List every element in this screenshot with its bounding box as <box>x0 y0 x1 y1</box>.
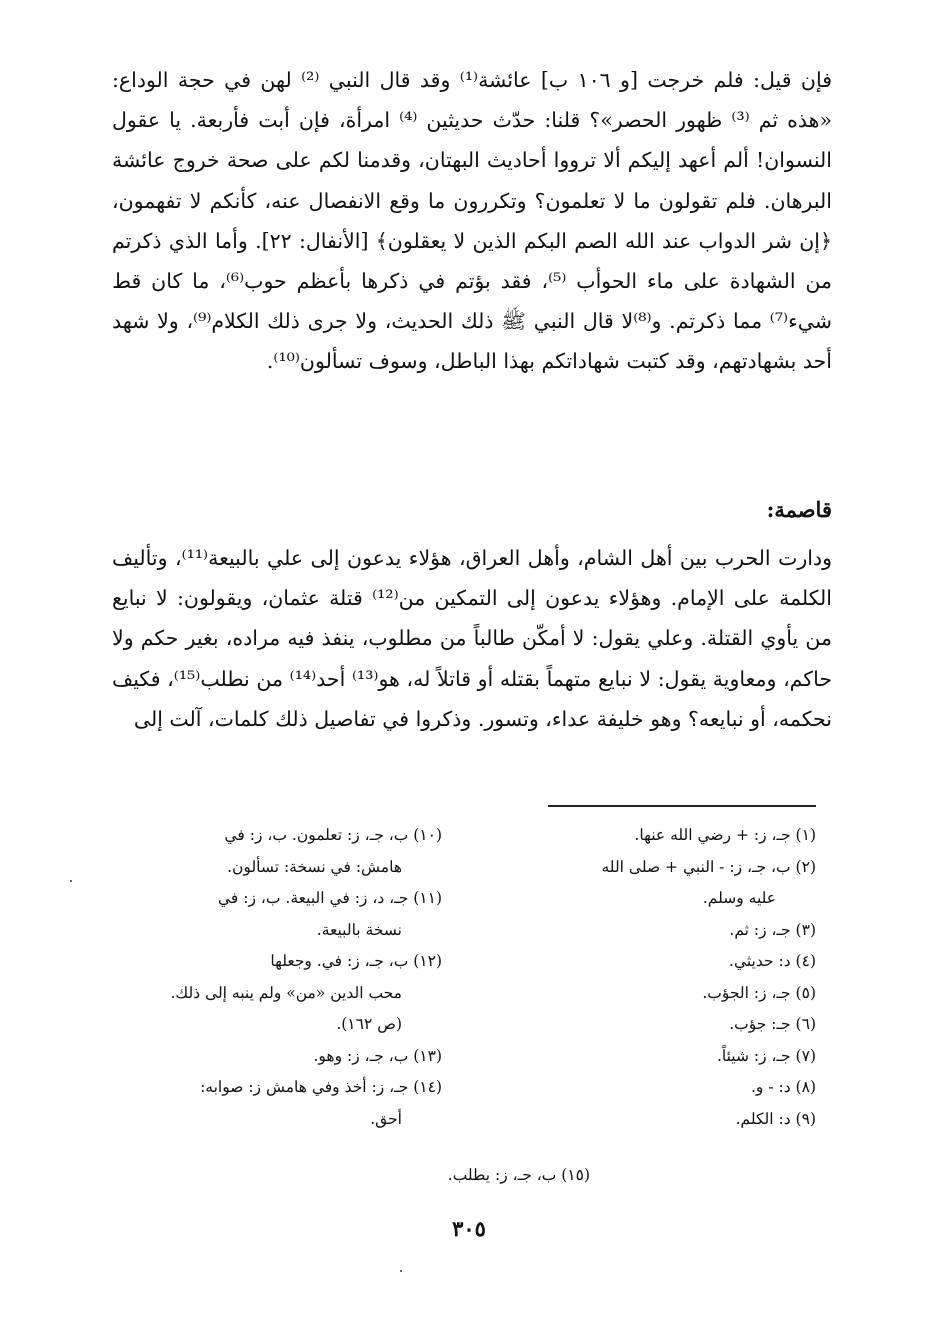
footnote-line: (٥) جـ، ز: الجؤب. <box>702 983 816 1002</box>
footnote-line: (٦) جـ: جؤب. <box>729 1015 816 1033</box>
footnote-line: (٩) د: الكلم. <box>735 1109 816 1128</box>
footnote-line: نسخة بالبيعة. <box>316 920 402 939</box>
scan-speck <box>70 880 72 882</box>
page-number: ٣٠٥ <box>452 1216 486 1241</box>
footnotes-right-column <box>486 820 816 1135</box>
footnote-line: هامش: في نسخة: تسألون. <box>227 857 402 876</box>
footnote-line: (١١) جـ، د، ز: في البيعة. ب، ز: في <box>218 889 442 907</box>
body-paragraph-1: فإن قيل: فلم خرجت [و ١٠٦ ب] عائشة⁽¹⁾ وقد قال النبي ⁽²⁾ لهن في حجة الوداع: «هذه ثم ⁽³⁾ ظهور الحصر»؟ قلنا: حدّث حديثين ⁽⁴⁾ امرأة، فإن أبت فأربعة. يا عقول النسوان! ألم أعهد إليكم ألا ترووا أحاديث البهتان، وقدمنا لكم على صحة خروج عائشة البرهان. فلم تقولون ما لا تعلمون؟ وتكررون ما وقع الانفصال عنه، كأنكم لا تفهمون، ﴿إن شر الدواب عند الله الصم البكم الذين لا يعقلون﴾ [الأنفال: ٢٢]. وأما الذي ذكرتم من الشهادة على ماء الحوأب ⁽⁵⁾، فقد بؤتم في ذكرها بأعظم حوب⁽⁶⁾، ما كان قط شيء⁽⁷⁾ مما ذكرتم. و⁽⁸⁾لا قال النبي ﷺ ذلك الحديث، ولا جرى ذلك الكلام⁽⁹⁾، ولا شهد أحد بشهادتهم، وقد كتبت شهاداتكم بهذا الباطل، وسوف تسألون⁽¹⁰⁾. <box>112 68 833 374</box>
footnote-line: (١٢) ب، جـ، ز: في. وجعلها <box>270 952 442 970</box>
footnote-line: أحق. <box>370 1109 402 1128</box>
body-paragraph-2: ودارت الحرب بين أهل الشام، وأهل العراق، هؤلاء يدعون إلى علي بالبيعة⁽¹¹⁾، وتأليف الكلمة على الإمام. وهؤلاء يدعون إلى التمكين من⁽¹²⁾ قتلة عثمان، ويقولون: لا نبايع من يأوي القتلة. وعلي يقول: لا أمكّن طالباً من مطلوب، ينفذ فيه مراده، بغير حكم ولا حاكم، ومعاوية يقول: لا نبايع متهماً بقتله أو قاتلاً له، هو⁽¹³⁾ أحد⁽¹⁴⁾ من نطلب⁽¹⁵⁾، فكيف نحكمه، أو نبايعه؟ وهو خليفة عداء، وتسور. وذكروا في تفاصيل ذلك كلمات، آلت إلى <box>112 546 833 731</box>
footnote-separator <box>548 805 816 807</box>
footnote-line: (٧) جـ، ز: شيئاً. <box>716 1046 816 1065</box>
footnotes-left-column <box>112 820 442 1135</box>
footnote-line: (٣) جـ، ز: ثم. <box>729 920 816 939</box>
footnote-line: (٢) ب، جـ، ز: - النبي + صلى الله <box>601 857 816 876</box>
footnote-line: (٨) د: - و. <box>751 1078 816 1096</box>
footnote-line: (١) جـ، ز: + رضي الله عنها. <box>634 826 816 844</box>
footnote-line: (١٣) ب، جـ، ز: وهو. <box>313 1046 442 1065</box>
footnote-line: (٤) د: حديثي. <box>729 952 816 970</box>
footnote-line: محب الدين «من» ولم ينبه إلى ذلك. <box>170 983 402 1002</box>
section-heading: قاصمة: <box>766 497 832 522</box>
footnote-line: (ص ١٦٢). <box>336 1015 402 1033</box>
footnote-15: (١٥) ب، جـ، ز: يطلب. <box>447 1166 590 1184</box>
scan-speck <box>400 1270 402 1272</box>
footnote-line: عليه وسلم. <box>702 889 776 907</box>
footnote-line: (١٠) ب، جـ، ز: تعلمون. ب، ز: في <box>224 826 442 844</box>
footnote-line: (١٤) جـ، ز: أخذ وفي هامش ز: صوابه: <box>200 1078 442 1096</box>
